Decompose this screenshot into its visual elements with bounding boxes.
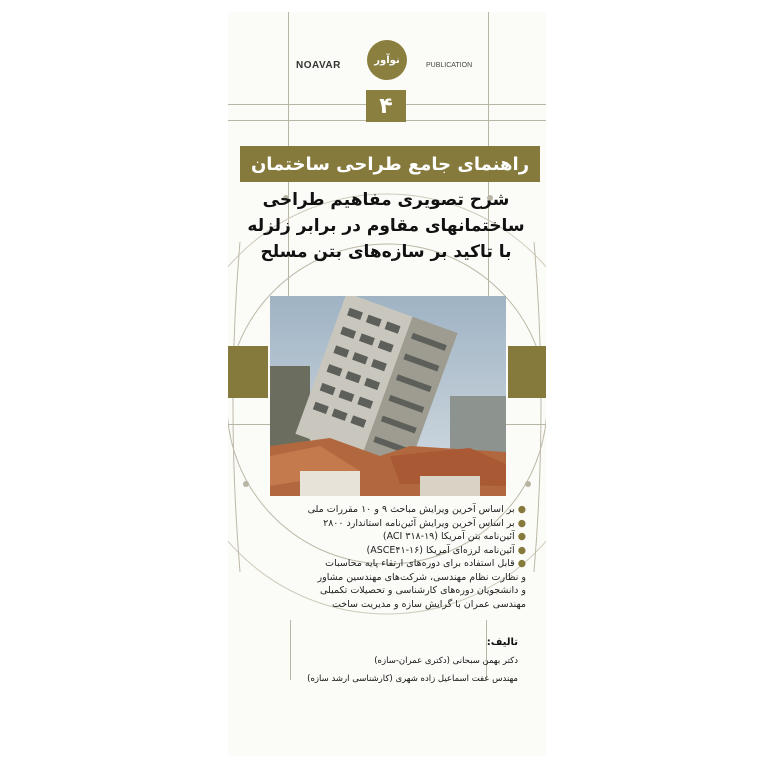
list-item: ● بر اساس آخرین ویرایش آئین‌نامه استاندارد ۲۸۰۰	[323, 517, 526, 529]
bullet-text: آئین‌نامه بتن آمریکا (ACI ۳۱۸-۱۹)	[382, 531, 515, 542]
author-1: دکتر بهمن سبحانی (دکتری عمران-سازه)	[374, 656, 518, 666]
side-block-right	[508, 346, 546, 398]
bullet-text: مهندسی عمران با گرایش سازه و مدیریت ساخت	[331, 598, 526, 610]
bullet-text: بر اساس آخرین ویرایش آئین‌نامه استاندارد ۲۸۰۰	[323, 517, 515, 529]
subtitle-line-1: شرح تصویری مفاهیم طراحی	[262, 190, 510, 210]
logo-text: نوآور	[374, 54, 400, 66]
bullet-text: و دانشجویان دوره‌های کارشناسی و تحصیلات تکمیلی	[320, 585, 526, 596]
volume-number: ۴	[366, 90, 406, 122]
bullet-text: قابل استفاده برای دوره‌های ارتقاء پایه محاسبات	[325, 558, 515, 569]
bullet-text: و نظارت نظام مهندسی، شرکت‌های مهندسین مشاور	[317, 571, 526, 583]
bullet-text: آئین‌نامه لرزه‌ای آمریکا (ASCE۴۱-۱۶)	[366, 544, 515, 556]
list-item: ● آئین‌نامه بتن آمریکا (ACI ۳۱۸-۱۹)	[382, 531, 526, 542]
bullet-text: بر اساس آخرین ویرایش مباحث ۹ و ۱۰ مقررات ملی	[307, 504, 515, 515]
side-block-left	[228, 346, 268, 398]
authors-label: تالیف:	[486, 637, 518, 648]
publisher-logo	[367, 40, 407, 80]
list-item	[290, 598, 526, 612]
list-item	[290, 571, 526, 585]
list-item: ● قابل استفاده برای دوره‌های ارتقاء پایه محاسبات	[325, 558, 526, 569]
subtitle-line-3: با تاکید بر سازه‌های بتن مسلح	[260, 242, 512, 262]
list-item: ● بر اساس آخرین ویرایش مباحث ۹ و ۱۰ مقررات ملی	[307, 504, 526, 515]
list-item	[290, 584, 526, 598]
list-item: ● آئین‌نامه لرزه‌ای آمریکا (ASCE۴۱-۱۶)	[366, 544, 526, 556]
publication-label: PUBLICATION	[426, 62, 473, 69]
series-title: راهنمای جامع طراحی ساختمان	[240, 146, 540, 182]
publisher-name: NOAVAR	[296, 60, 341, 71]
subtitle-line-2: ساختمانهای مقاوم در برابر زلزله	[247, 216, 525, 236]
cover-photo-collapsed-building	[270, 296, 506, 496]
author-2: مهندس عفت اسماعیل زاده شهری (کارشناسی ارشد سازه)	[307, 674, 518, 684]
feature-list	[290, 503, 526, 611]
